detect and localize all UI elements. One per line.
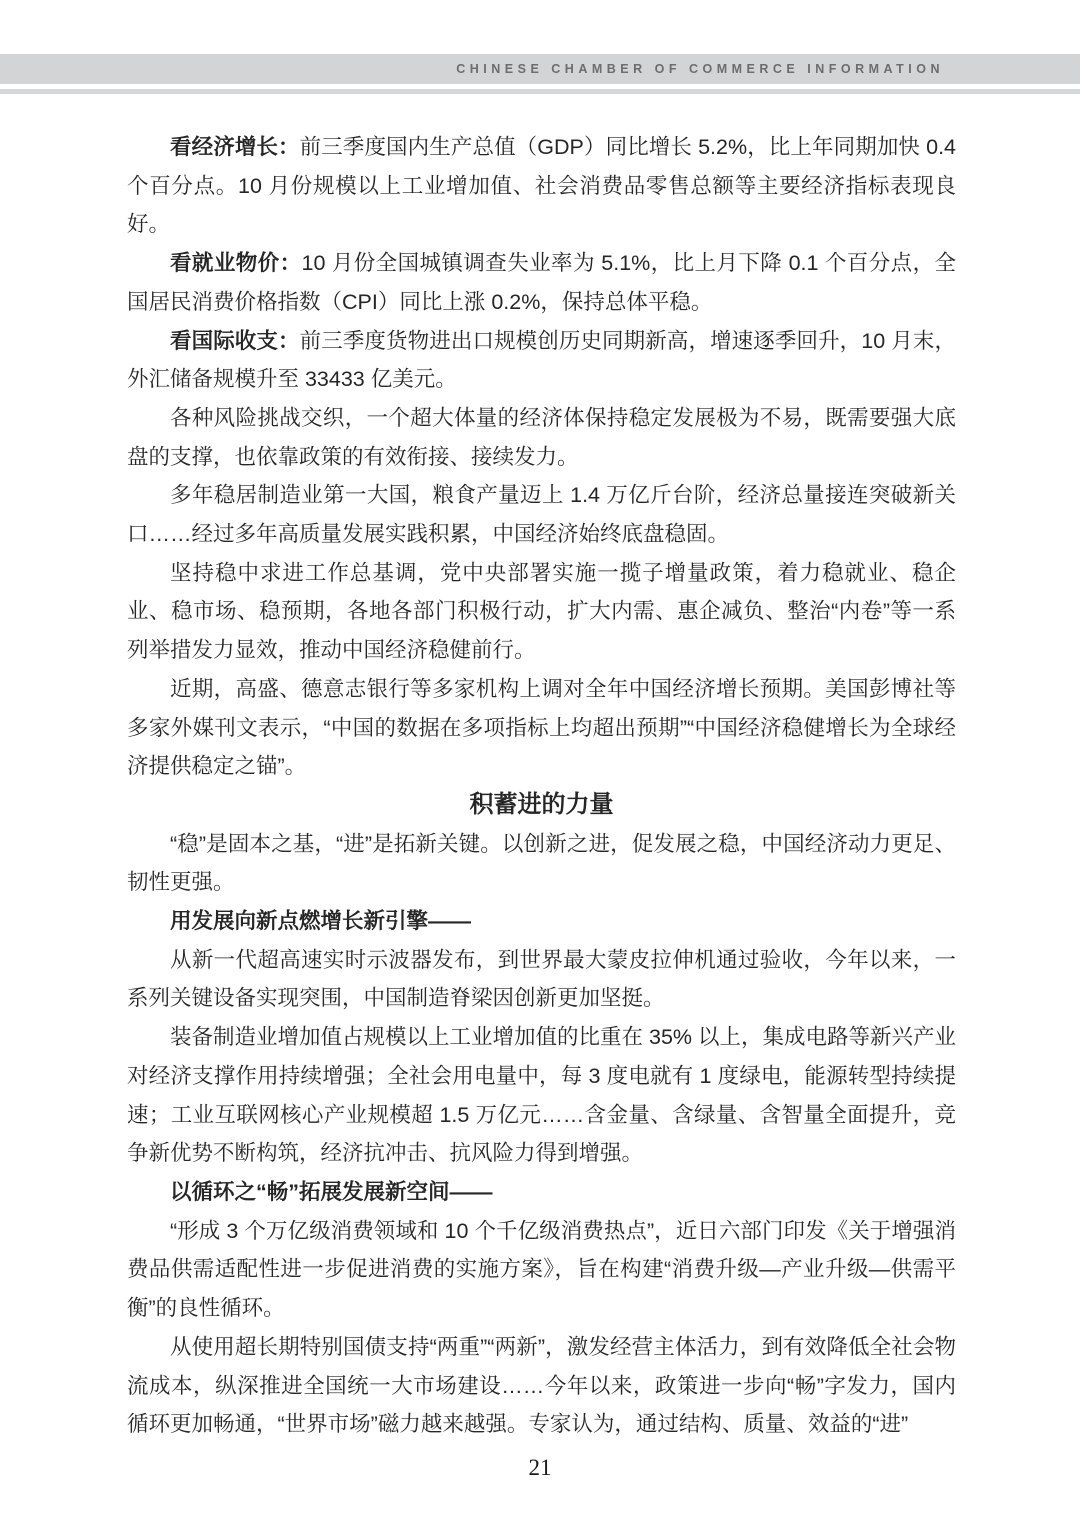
paragraph-lead: 看就业物价： bbox=[170, 251, 302, 276]
paragraph-lead: 看经济增长： bbox=[170, 135, 300, 159]
paragraph: 看就业物价：10 月份全国城镇调查失业率为 5.1%，比上月下降 0.1 个百分点，全国居民消费价格指数（CPI）同比上涨 0.2%，保持总体平稳。 bbox=[127, 251, 956, 314]
paragraph: “形成 3 个万亿级消费领域和 10 个千亿级消费热点”，近日六部门印发《关于增强消费品供需适配性进一步促进消费的实施方案》，旨在构建“消费升级—产业升级—供需平衡”的良性循环。 bbox=[127, 1218, 956, 1321]
paragraph: 从新一代超高速实时示波器发布，到世界最大蒙皮拉伸机通过验收，今年以来，一系列关键设备实现突围，中国制造脊梁因创新更加坚挺。 bbox=[127, 947, 956, 1011]
paragraph: “稳”是固本之基，“进”是拓新关键。以创新之进，促发展之稳，中国经济动力更足、韧性更强。 bbox=[127, 831, 956, 895]
sub-heading: 以循环之“畅”拓展发展新空间—— bbox=[170, 1179, 493, 1204]
page-number: 21 bbox=[528, 1455, 552, 1480]
paragraph: 坚持稳中求进工作总基调，党中央部署实施一揽子增量政策，着力稳就业、稳企业、稳市场、稳预期，各地各部门积极行动，扩大内需、惠企减负、整治“内卷”等一系列举措发力显效，推动中国经济稳健前行。 bbox=[127, 560, 956, 663]
header-bar bbox=[0, 54, 1080, 84]
header-rule bbox=[0, 89, 1080, 94]
section-heading: 积蓄进的力量 bbox=[469, 790, 614, 818]
article-body bbox=[127, 128, 956, 1444]
paragraph: 从使用超长期特别国债支持“两重”“两新”，激发经营主体活力，到有效降低全社会物流成本，纵深推进全国统一大市场建设……今年以来，政策进一步向“畅”字发力，国内循环更加畅通，“世界市场”磁力越来越强。专家认为，通过结构、质量、效益的“进” bbox=[127, 1334, 956, 1437]
paragraph: 近期，高盛、德意志银行等多家机构上调对全年中国经济增长预期。美国彭博社等多家外媒刊文表示，“中国的数据在多项指标上均超出预期”“中国经济稳健增长为全球经济提供稳定之锚”。 bbox=[127, 676, 956, 779]
paragraph: 看经济增长：前三季度国内生产总值（GDP）同比增长 5.2%，比上年同期加快 0.4 个百分点。10 月份规模以上工业增加值、社会消费品零售总额等主要经济指标表现良好。 bbox=[127, 135, 956, 237]
paragraph: 装备制造业增加值占规模以上工业增加值的比重在 35% 以上，集成电路等新兴产业对经济支撑作用持续增强；全社会用电量中，每 3 度电就有 1 度绿电，能源转型持续提速；工业互联网核心产业规模超 1.5 万亿元……含金量、含绿量、含智量全面提升，竞争新优势不断构筑，经济抗冲击、抗风险力得到增强。 bbox=[127, 1025, 956, 1166]
sub-heading: 用发展向新点燃增长新引擎—— bbox=[170, 909, 472, 934]
paragraph: 多年稳居制造业第一大国，粮食产量迈上 1.4 万亿斤台阶，经济总量接连突破新关口……经过多年高质量发展实践积累，中国经济始终底盘稳固。 bbox=[127, 483, 956, 547]
paragraph: 看国际收支：前三季度货物进出口规模创历史同期新高，增速逐季回升，10 月末，外汇储备规模升至 33433 亿美元。 bbox=[127, 328, 956, 392]
paragraph: 各种风险挑战交织，一个超大体量的经济体保持稳定发展极为不易，既需要强大底盘的支撑，也依靠政策的有效衔接、接续发力。 bbox=[127, 405, 956, 469]
paragraph-lead: 看国际收支： bbox=[170, 328, 300, 353]
header-title: CHINESE CHAMBER OF COMMERCE INFORMATION bbox=[456, 62, 944, 76]
